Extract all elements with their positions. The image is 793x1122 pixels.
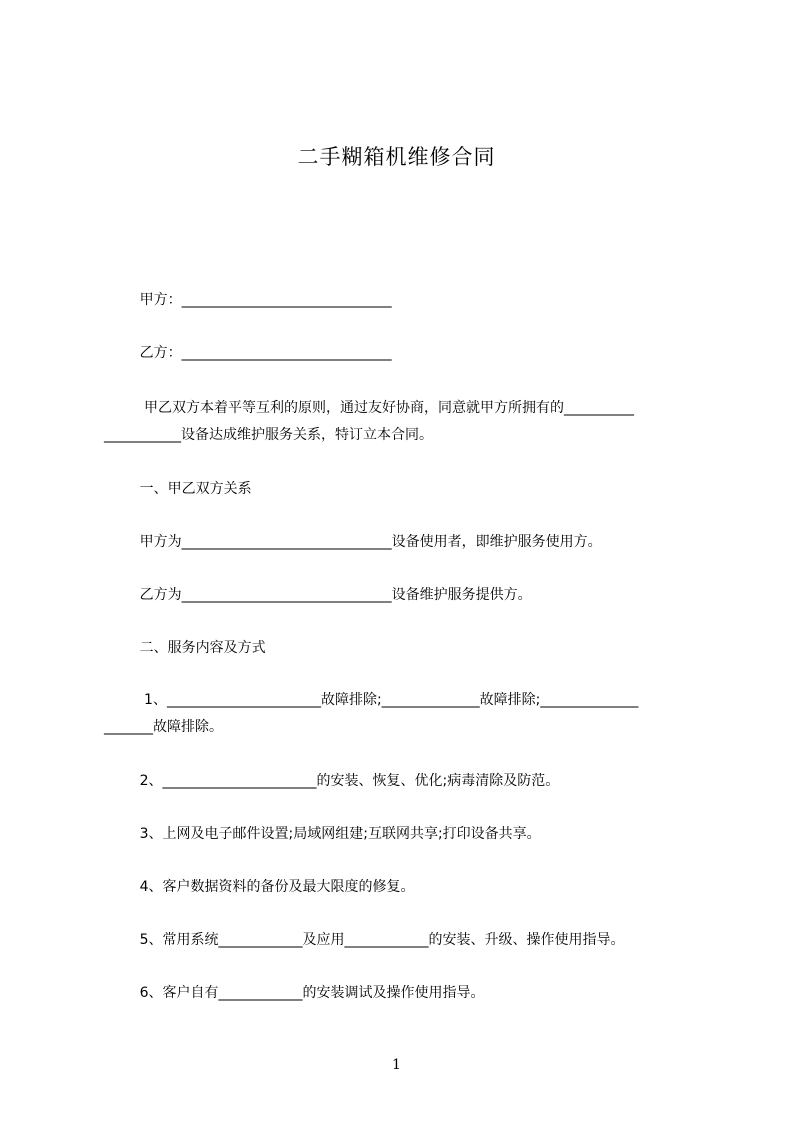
section-2-heading: 二、服务内容及方式 — [104, 640, 266, 656]
party-b-role: 乙方为______________________________设备维护服务提供方。 — [104, 587, 532, 603]
service-item-4: 4、客户数据资料的备份及最大限度的修复。 — [104, 879, 415, 895]
party-a-line: 甲方：______________________________ — [104, 292, 392, 308]
page-number: 1 — [392, 1057, 401, 1073]
service-item-2: 2、______________________的安装、恢复、优化;病毒清除及防范。 — [104, 773, 560, 789]
service-item-1-line-2: _______故障排除。 — [104, 719, 223, 735]
preamble-line-1: 甲乙双方本着平等互利的原则，通过友好协商，同意就甲方所拥有的__________ — [104, 400, 635, 416]
section-1-heading: 一、甲乙双方关系 — [104, 481, 252, 497]
service-item-1-line-1: 1、______________________故障排除;______________故障排除;______________ — [104, 692, 639, 708]
preamble-line-2: ___________设备达成维护服务关系，特订立本合同。 — [104, 427, 433, 443]
document-title: 二手糊箱机维修合同 — [297, 145, 496, 169]
party-b-line: 乙方：______________________________ — [104, 345, 392, 361]
party-a-role: 甲方为______________________________设备使用者，即维护服务使用方。 — [104, 534, 602, 550]
service-item-6: 6、客户自有____________的安装调试及操作使用指导。 — [104, 985, 485, 1001]
service-item-3: 3、上网及电子邮件设置;局域网组建;互联网共享;打印设备共享。 — [104, 826, 541, 842]
service-item-5: 5、常用系统____________及应用____________的安装、升级、操作使用指导。 — [104, 932, 625, 948]
